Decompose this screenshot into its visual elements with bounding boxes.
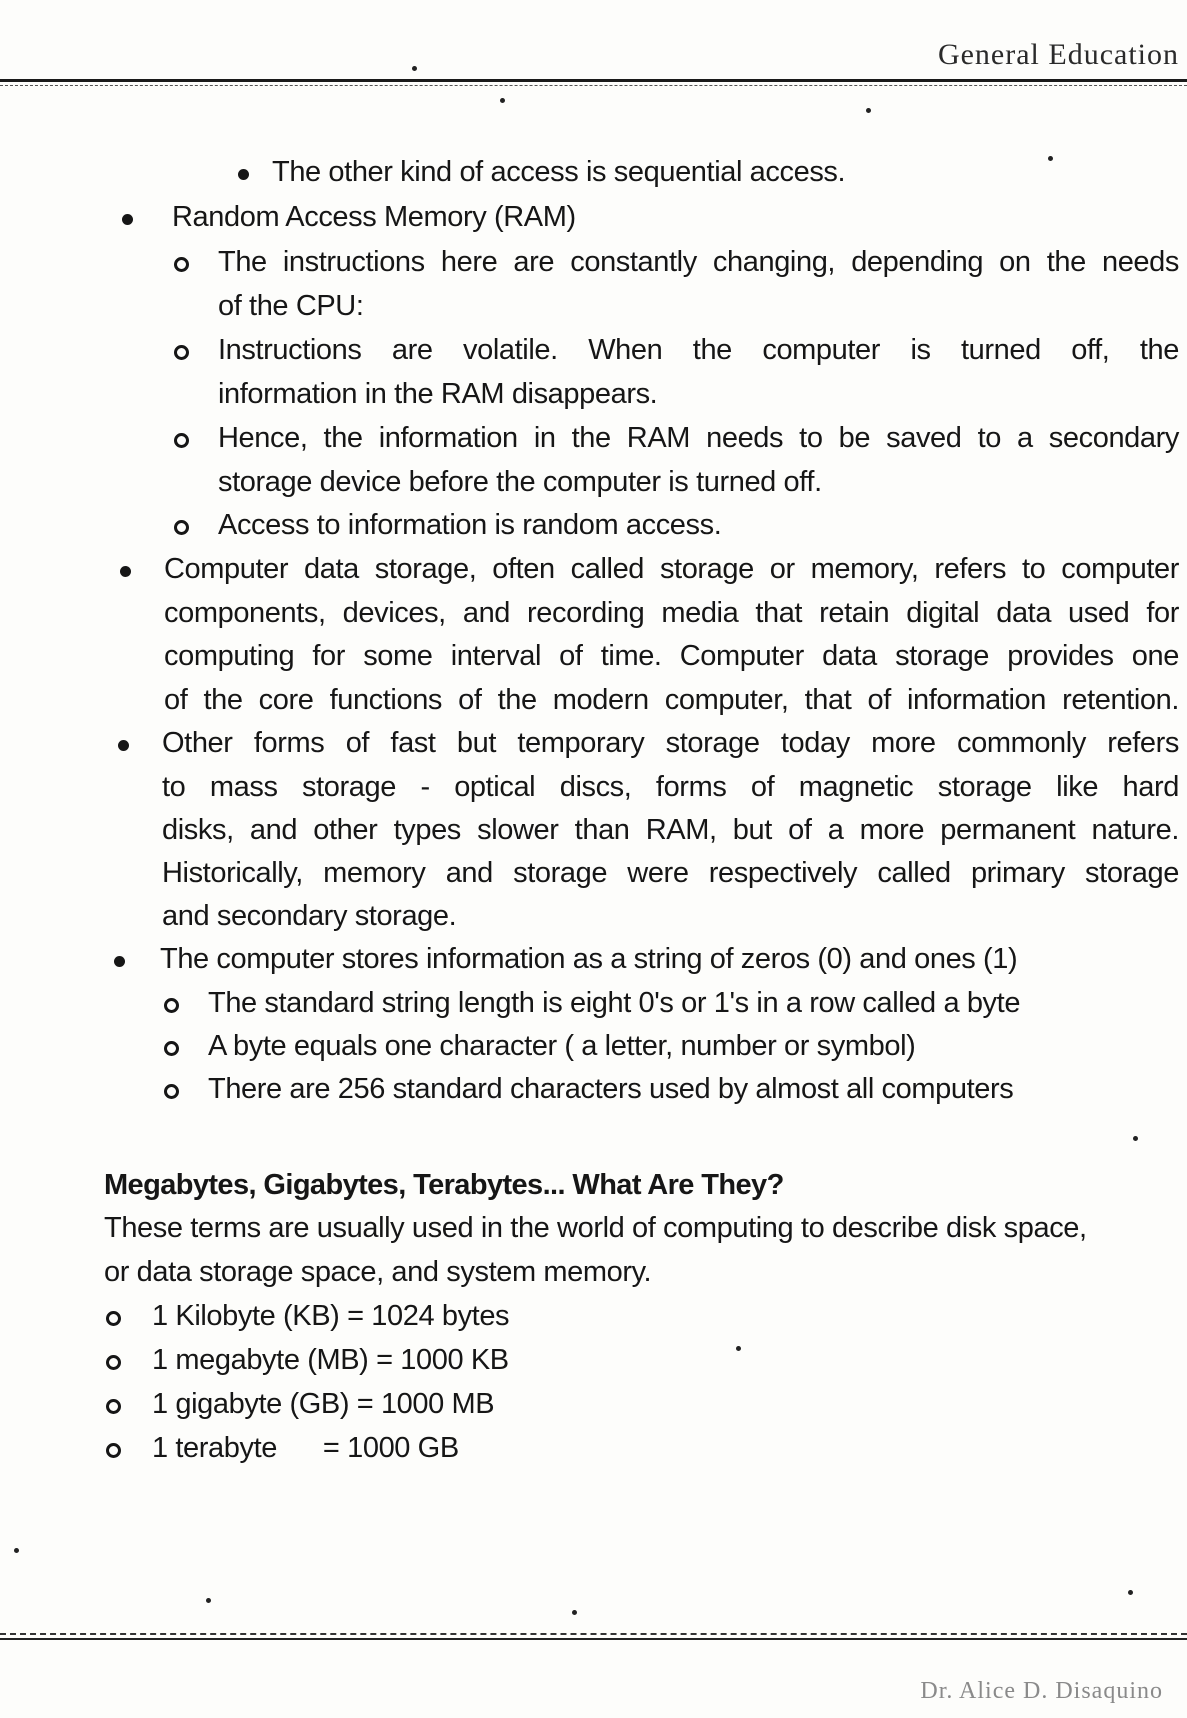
circle-bullet-marker xyxy=(156,1026,186,1066)
text-line: The instructions here are constantly changing, depending on the needs xyxy=(218,246,1179,278)
scan-speck xyxy=(500,98,505,103)
text-line: or data storage space, and system memory. xyxy=(104,1256,652,1288)
bullet-marker xyxy=(108,723,138,763)
text-line: of the CPU: xyxy=(218,290,364,322)
circle-bullet-marker xyxy=(166,242,196,282)
text-line: of the core functions of the modern computer, that of information retention. xyxy=(164,684,1179,716)
scan-speck xyxy=(14,1548,19,1553)
scan-speck xyxy=(736,1346,741,1351)
text-line: Historically, memory and storage were respectively called primary storage xyxy=(162,857,1179,889)
bullet-marker xyxy=(110,549,140,589)
text-line: The computer stores information as a string of zeros (0) and ones (1) xyxy=(160,943,1018,975)
scan-speck xyxy=(1048,156,1053,161)
header-title: General Education xyxy=(937,38,1179,71)
circle-bullet-marker xyxy=(98,1296,128,1336)
circle-bullet-marker xyxy=(98,1384,128,1424)
text-line: There are 256 standard characters used by almost all computers xyxy=(208,1073,1014,1105)
scan-speck xyxy=(1128,1590,1133,1595)
text-line: The other kind of access is sequential access. xyxy=(272,156,846,188)
scan-speck xyxy=(866,108,871,113)
text-line: Computer data storage, often called storage or memory, refers to computer xyxy=(164,553,1179,585)
circle-bullet-marker xyxy=(166,505,196,545)
circle-bullet-marker xyxy=(156,983,186,1023)
text-line: 1 Kilobyte (KB) = 1024 bytes xyxy=(152,1300,510,1332)
circle-bullet-marker xyxy=(98,1340,128,1380)
scan-speck xyxy=(572,1610,577,1615)
text-line: storage device before the computer is turned off. xyxy=(218,466,822,498)
text-line: 1 terabyte = 1000 GB xyxy=(152,1432,459,1464)
circle-bullet-marker xyxy=(166,418,196,458)
footer-rule xyxy=(0,1633,1187,1640)
scan-speck xyxy=(206,1598,211,1603)
text-line: Random Access Memory (RAM) xyxy=(172,201,576,233)
header-rule xyxy=(0,79,1187,86)
text-line: A byte equals one character ( a letter, number or symbol) xyxy=(208,1030,916,1062)
text-line: components, devices, and recording media that retain digital data used for xyxy=(164,597,1179,629)
scan-speck xyxy=(1133,1136,1138,1141)
circle-bullet-marker xyxy=(156,1069,186,1109)
circle-bullet-marker xyxy=(98,1428,128,1468)
text-line: and secondary storage. xyxy=(162,900,457,932)
circle-bullet-marker xyxy=(166,330,196,370)
text-line: The standard string length is eight 0's or 1's in a row called a byte xyxy=(208,987,1021,1019)
text-line: information in the RAM disappears. xyxy=(218,378,658,410)
text-line: to mass storage - optical discs, forms of magnetic storage like hard xyxy=(162,771,1179,803)
text-line: Hence, the information in the RAM needs to be saved to a secondary xyxy=(218,422,1179,454)
section-heading: Megabytes, Gigabytes, Terabytes... What Are They? xyxy=(104,1169,784,1201)
text-line: Other forms of fast but temporary storage today more commonly refers xyxy=(162,727,1179,759)
text-line: disks, and other types slower than RAM, but of a more permanent nature. xyxy=(162,814,1179,846)
text-line: Access to information is random access. xyxy=(218,509,722,541)
bullet-marker xyxy=(228,152,258,192)
text-line: Instructions are volatile. When the computer is turned off, the xyxy=(218,334,1179,366)
text-line: 1 gigabyte (GB) = 1000 MB xyxy=(152,1388,495,1420)
text-line: 1 megabyte (MB) = 1000 KB xyxy=(152,1344,509,1376)
scan-speck xyxy=(412,66,417,71)
bullet-marker xyxy=(104,939,134,979)
bullet-marker xyxy=(112,197,142,237)
footer-author: Dr. Alice D. Disaquino xyxy=(920,1678,1163,1704)
text-line: computing for some interval of time. Computer data storage provides one xyxy=(164,640,1179,672)
text-line: These terms are usually used in the world of computing to describe disk space, xyxy=(104,1212,1087,1244)
